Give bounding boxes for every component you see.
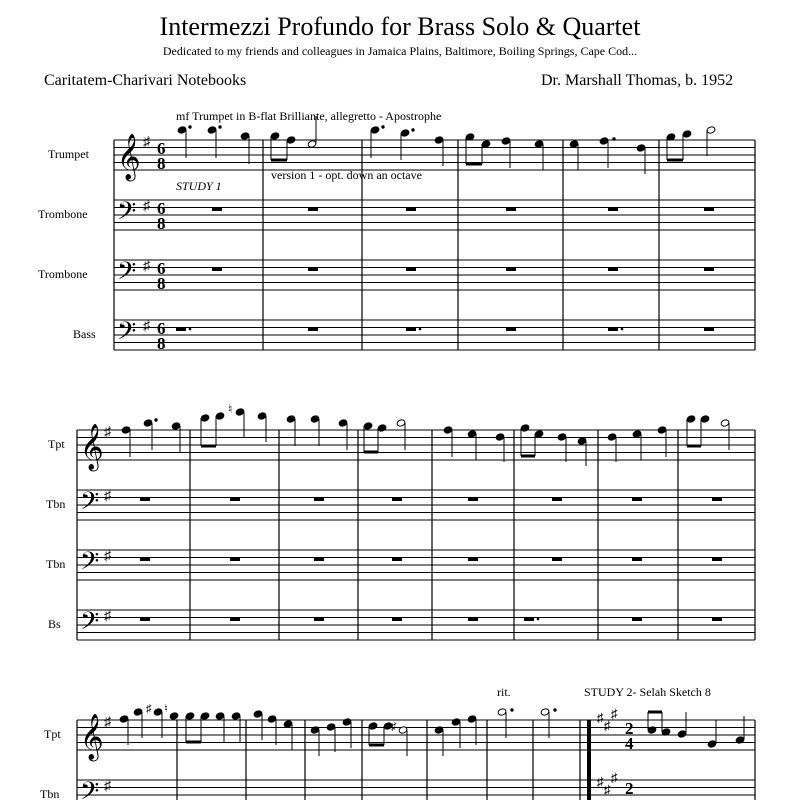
time-sig-denominator: 8 bbox=[157, 274, 166, 293]
svg-text:♮: ♮ bbox=[164, 703, 168, 715]
time-sig-denominator: 8 bbox=[157, 214, 166, 233]
trumpet-notes bbox=[121, 402, 730, 466]
instrument-label-trombone-1: Trombone bbox=[38, 207, 88, 221]
dedication: Dedicated to my friends and colleagues in Jamaica Plains, Baltimore, Boiling Springs, Cape Cod... bbox=[162, 44, 638, 58]
trumpet-notes bbox=[119, 703, 745, 756]
trumpet-notes bbox=[177, 116, 716, 174]
svg-text:𝄢: 𝄢 bbox=[80, 547, 100, 582]
sharp-icon: ♯ bbox=[104, 779, 111, 794]
composer-name: Dr. Marshall Thomas, b. 1952 bbox=[541, 72, 734, 89]
svg-text:𝄢: 𝄢 bbox=[80, 487, 100, 522]
svg-text:♯: ♯ bbox=[611, 770, 618, 785]
double-barline bbox=[587, 720, 591, 800]
svg-text:♯: ♯ bbox=[611, 706, 618, 721]
system-2 bbox=[77, 430, 755, 640]
svg-text:♯: ♯ bbox=[604, 718, 611, 733]
performance-instruction: version 1 - opt. down an octave bbox=[271, 168, 422, 182]
treble-clef-icon bbox=[80, 714, 104, 762]
svg-text:𝄢: 𝄢 bbox=[117, 197, 137, 232]
instrument-label-trumpet: Tpt bbox=[48, 437, 65, 451]
bass-clef-icon bbox=[117, 317, 136, 352]
svg-text:𝄞: 𝄞 bbox=[117, 134, 141, 180]
instrument-label-trombone-2: Tbn bbox=[46, 557, 66, 571]
svg-text:𝄞: 𝄞 bbox=[80, 424, 104, 470]
svg-text:𝄞: 𝄞 bbox=[80, 714, 104, 760]
sharp-icon: ♯ bbox=[104, 549, 111, 564]
instrument-label-bass: Bs bbox=[48, 617, 61, 631]
section-title: STUDY 2- Selah Sketch 8 bbox=[584, 685, 711, 699]
svg-text:♯: ♯ bbox=[597, 774, 604, 789]
sharp-icon: ♯ bbox=[104, 715, 111, 730]
system-1 bbox=[114, 140, 755, 350]
tempo-marking: mf Trumpet in B-flat Brilliante, allegretto - Apostrophe bbox=[176, 109, 442, 123]
time-sig-denominator: 8 bbox=[157, 334, 166, 353]
collection-name: Caritatem-Charivari Notebooks bbox=[44, 72, 247, 89]
instrument-label-trumpet: Trumpet bbox=[48, 147, 89, 161]
whole-rests bbox=[140, 497, 722, 621]
time-sig-denominator: 8 bbox=[157, 154, 166, 173]
instrument-label-bass: Bass bbox=[73, 327, 96, 341]
bass-clef-icon bbox=[117, 257, 136, 292]
whole-rests bbox=[176, 207, 714, 331]
sharp-icon: ♯ bbox=[104, 425, 111, 440]
svg-text:𝄢: 𝄢 bbox=[80, 777, 100, 800]
svg-text:𝄢: 𝄢 bbox=[117, 317, 137, 352]
time-sig-numerator: 6 bbox=[157, 199, 166, 218]
svg-text:♯: ♯ bbox=[146, 703, 152, 715]
instrument-label-trombone: Tbn bbox=[40, 787, 60, 800]
time-sig-numerator: 2 bbox=[625, 719, 634, 738]
sharp-icon: ♯ bbox=[104, 609, 111, 624]
sharp-icon: ♯ bbox=[143, 135, 150, 150]
svg-text:♯: ♯ bbox=[391, 721, 397, 733]
bass-clef-icon bbox=[80, 777, 99, 800]
bass-clef-icon bbox=[117, 197, 136, 232]
bass-clef-icon bbox=[80, 547, 99, 582]
ritardando-marking: rit. bbox=[497, 685, 511, 699]
treble-clef-icon bbox=[117, 134, 141, 182]
bass-clef-icon bbox=[80, 607, 99, 642]
time-sig-numerator: 6 bbox=[157, 259, 166, 278]
key-signature-three-sharps bbox=[597, 706, 618, 797]
instrument-label-trombone-2: Trombone bbox=[38, 267, 88, 281]
time-sig-numerator: 6 bbox=[157, 319, 166, 338]
svg-text:♯: ♯ bbox=[604, 782, 611, 797]
time-sig-numerator: 6 bbox=[157, 139, 166, 158]
sharp-icon: ♯ bbox=[104, 489, 111, 504]
rehearsal-mark: STUDY 1 bbox=[176, 179, 222, 193]
time-sig-numerator: 2 bbox=[625, 779, 634, 798]
instrument-label-trumpet: Tpt bbox=[44, 727, 61, 741]
sharp-icon: ♯ bbox=[143, 199, 150, 214]
piece-title: Intermezzi Profundo for Brass Solo & Quartet bbox=[159, 12, 641, 41]
svg-text:𝄢: 𝄢 bbox=[80, 607, 100, 642]
instrument-label-trombone-1: Tbn bbox=[46, 497, 66, 511]
sharp-icon: ♯ bbox=[143, 259, 150, 274]
sharp-icon: ♯ bbox=[143, 319, 150, 334]
bass-clef-icon bbox=[80, 487, 99, 522]
svg-text:♯: ♯ bbox=[597, 710, 604, 725]
svg-text:𝄢: 𝄢 bbox=[117, 257, 137, 292]
svg-text:♮: ♮ bbox=[228, 402, 233, 416]
treble-clef-icon bbox=[80, 424, 104, 472]
time-sig-denominator: 4 bbox=[625, 734, 634, 753]
